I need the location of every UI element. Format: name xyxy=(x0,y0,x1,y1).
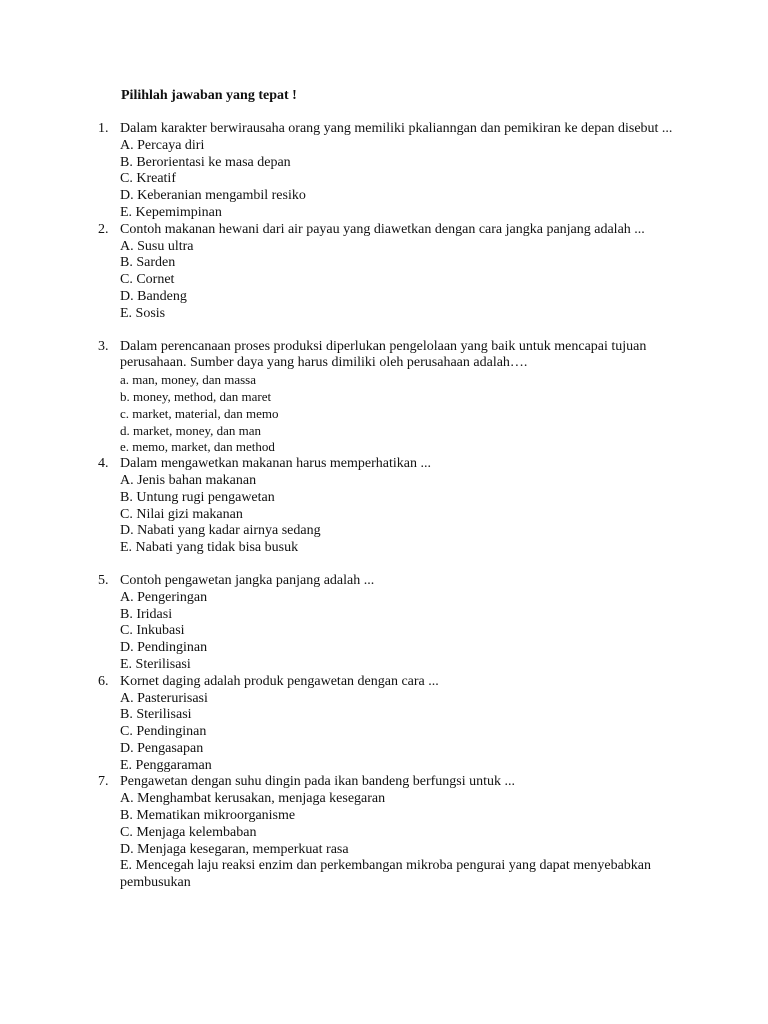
question-text: Contoh makanan hewani dari air payau yang diawetkan dengan cara jangka panjang adalah ... xyxy=(120,221,645,237)
option-c: c. market, material, dan memo xyxy=(120,405,279,421)
option-b: B. Sterilisasi xyxy=(120,707,192,723)
option-a: A. Susu ultra xyxy=(120,238,194,254)
question-number: 5. xyxy=(98,572,109,588)
option-d: D. Bandeng xyxy=(120,288,187,304)
option-c: C. Menjaga kelembaban xyxy=(120,824,257,840)
question-text: Kornet daging adalah produk pengawetan dengan cara ... xyxy=(120,673,439,689)
question-number: 4. xyxy=(98,456,109,472)
option-e: E. Sosis xyxy=(120,305,166,321)
option-e: E. Sterilisasi xyxy=(120,656,191,672)
option-list xyxy=(120,791,720,892)
question-number: 7. xyxy=(98,774,109,790)
option-e: E. Nabati yang tidak bisa busuk xyxy=(120,540,299,556)
option-d: D. Menjaga kesegaran, memperkuat rasa xyxy=(120,841,349,857)
option-c: C. Nilai gizi makanan xyxy=(120,506,243,522)
question-text: Dalam mengawetkan makanan harus memperhatikan ... xyxy=(120,456,431,472)
option-list xyxy=(120,239,720,323)
question-text: Dalam karakter berwirausaha orang yang memiliki pkalianngan dan pemikiran ke depan disebut ... xyxy=(120,121,673,136)
option-list xyxy=(120,473,720,557)
question-list xyxy=(0,121,768,892)
option-b: B. Untung rugi pengawetan xyxy=(120,489,275,505)
option-b: B. Sarden xyxy=(120,255,176,271)
question-6 xyxy=(0,674,768,775)
question-3 xyxy=(0,339,768,457)
option-c: C. Kreatif xyxy=(120,171,176,187)
option-a: A. Pasterurisasi xyxy=(120,690,208,706)
instruction-heading: Pilihlah jawaban yang tepat ! xyxy=(121,88,297,103)
option-a: a. man, money, dan massa xyxy=(120,372,256,388)
option-a: A. Pengeringan xyxy=(120,589,208,605)
option-c: C. Pendinginan xyxy=(120,724,207,740)
option-list xyxy=(120,691,720,775)
question-number: 1. xyxy=(98,121,109,136)
option-list xyxy=(120,372,720,456)
question-2 xyxy=(0,222,768,323)
question-number: 2. xyxy=(98,221,109,237)
question-text: Dalam perencanaan proses produksi diperlukan pengelolaan yang baik untuk mencapai tujuan perusahaan. Sumber daya yang harus dimiliki oleh perusahaan adalah…. xyxy=(120,338,647,371)
option-a: A. Jenis bahan makanan xyxy=(120,472,257,488)
question-7 xyxy=(0,774,768,892)
question-text: Pengawetan dengan suhu dingin pada ikan bandeng berfungsi untuk ... xyxy=(120,774,516,790)
option-c: C. Cornet xyxy=(120,272,175,288)
question-1 xyxy=(0,121,768,222)
question-5 xyxy=(0,573,768,674)
option-e: E. Mencegah laju reaksi enzim dan perkembangan mikroba pengurai yang dapat menyebabkan pembusukan xyxy=(120,858,652,891)
option-b: B. Iridasi xyxy=(120,606,173,622)
option-b: B. Mematikan mikroorganisme xyxy=(120,808,296,824)
option-list xyxy=(120,590,720,674)
option-d: D. Pengasapan xyxy=(120,740,204,756)
question-text: Contoh pengawetan jangka panjang adalah ... xyxy=(120,572,375,588)
option-e: E. Kepemimpinan xyxy=(120,204,222,220)
option-d: D. Pendinginan xyxy=(120,640,208,656)
option-e: e. memo, market, dan method xyxy=(120,439,275,455)
option-d: d. market, money, dan man xyxy=(120,422,262,438)
option-e: E. Penggaraman xyxy=(120,757,212,773)
option-b: B. Berorientasi ke masa depan xyxy=(120,154,291,170)
question-4 xyxy=(0,456,768,557)
option-d: D. Keberanian mengambil resiko xyxy=(120,188,306,204)
option-d: D. Nabati yang kadar airnya sedang xyxy=(120,523,321,539)
option-b: b. money, method, dan maret xyxy=(120,388,272,404)
option-a: A. Percaya diri xyxy=(120,137,205,153)
option-a: A. Menghambat kerusakan, menjaga kesegaran xyxy=(120,791,386,807)
question-number: 6. xyxy=(98,673,109,689)
option-list xyxy=(120,138,720,222)
question-number: 3. xyxy=(98,338,109,354)
option-c: C. Inkubasi xyxy=(120,623,185,639)
